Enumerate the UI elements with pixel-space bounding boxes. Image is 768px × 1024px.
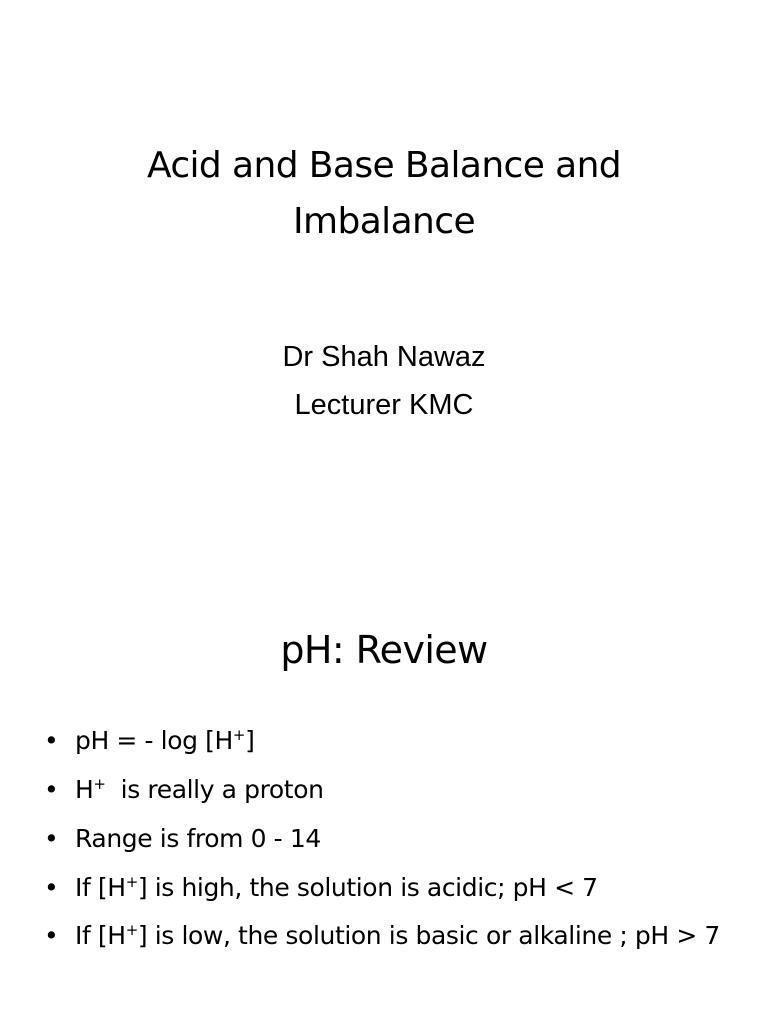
superscript-plus: + <box>125 873 138 891</box>
bullet-text: ] is high, the solution is acidic; pH < 7 <box>137 873 598 902</box>
bullet-item <box>44 916 734 956</box>
title-line-1: Acid and Base Balance and <box>146 145 622 186</box>
author-role: Lecturer KMC <box>294 389 474 421</box>
title-line-2: Imbalance <box>292 201 476 242</box>
bullet-icon: • <box>44 921 59 950</box>
bullet-item <box>44 765 734 814</box>
bullet-item <box>44 814 734 863</box>
slide-title-heading <box>40 138 728 250</box>
bullet-icon: • <box>44 726 59 755</box>
bullet-text: H <box>75 775 94 804</box>
bullet-list <box>44 716 734 956</box>
bullet-text: Range is from 0 - 14 <box>75 824 321 853</box>
bullet-icon: • <box>44 824 59 853</box>
bullet-icon: • <box>44 775 59 804</box>
bullet-text: ] <box>245 726 255 755</box>
bullet-text: ] is low, the solution is basic or alkaline ; pH > 7 <box>137 921 720 950</box>
superscript-plus: + <box>93 775 106 793</box>
slide-subtitle <box>40 333 728 429</box>
superscript-plus: + <box>232 726 246 744</box>
author-name: Dr Shah Nawaz <box>282 341 486 373</box>
bullet-item <box>44 716 734 765</box>
bullet-text: is really a proton <box>105 775 324 804</box>
bullet-item <box>44 863 734 912</box>
bullet-text: If [H <box>75 921 126 950</box>
slide-ph-review <box>0 512 768 1024</box>
bullet-text: pH = - log [H <box>75 726 233 755</box>
superscript-plus: + <box>125 921 138 939</box>
slide-heading: pH: Review <box>280 628 488 672</box>
bullet-icon: • <box>44 873 59 902</box>
bullet-text: If [H <box>75 873 126 902</box>
